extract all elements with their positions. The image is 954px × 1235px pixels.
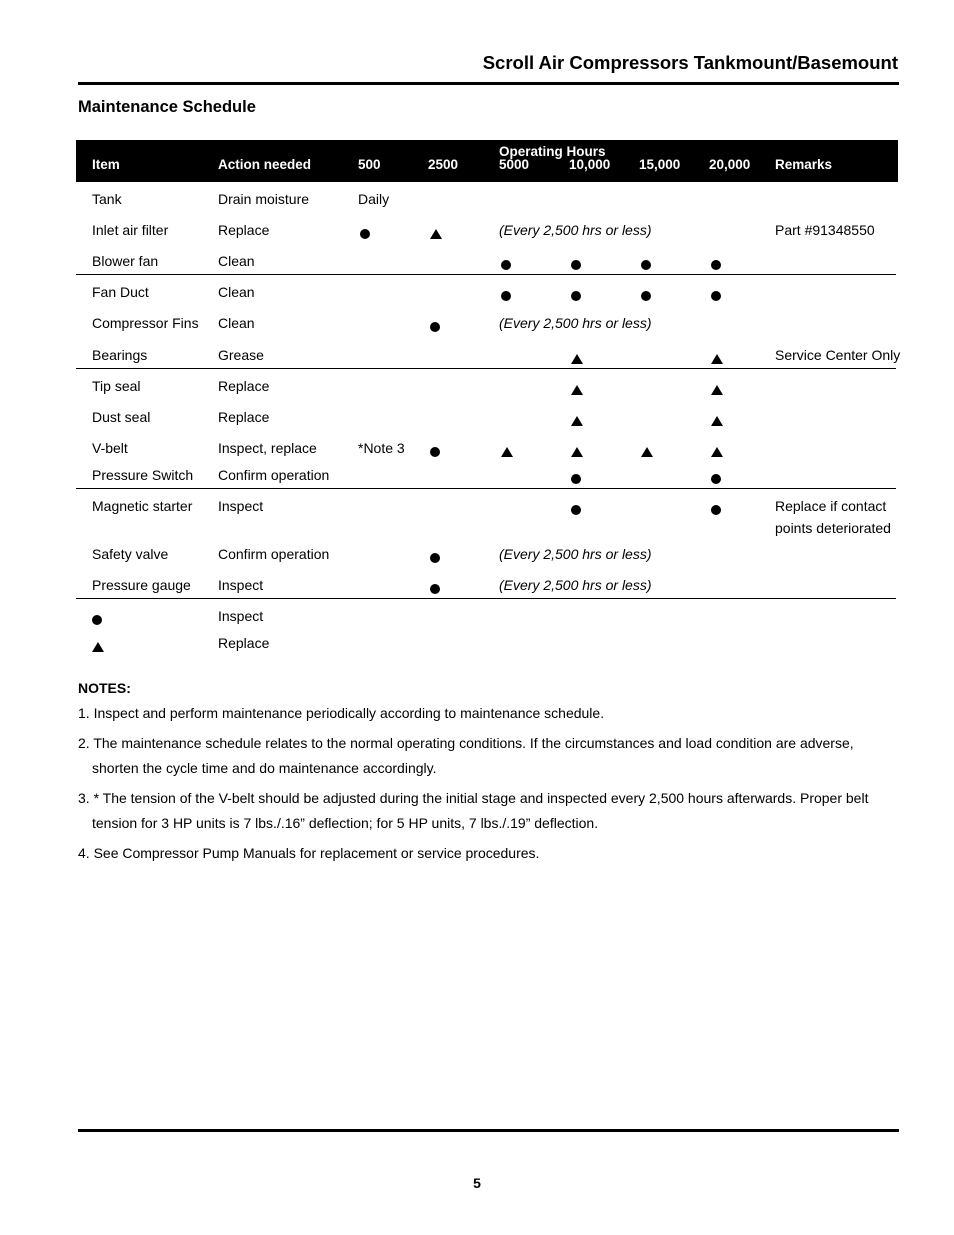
inspect-dot-icon bbox=[571, 260, 581, 270]
header-rule bbox=[78, 82, 899, 85]
table-row bbox=[76, 409, 898, 433]
symbol-cell bbox=[571, 382, 583, 398]
replace-triangle-icon bbox=[430, 229, 442, 239]
row-group-divider bbox=[76, 598, 896, 599]
inspect-dot-icon bbox=[430, 584, 440, 594]
item-cell: Dust seal bbox=[92, 409, 151, 425]
table-row bbox=[76, 222, 898, 246]
header-500: 500 bbox=[358, 157, 381, 172]
h500-cell: Daily bbox=[358, 191, 390, 207]
legend-symbol bbox=[92, 639, 104, 655]
legend-label: Replace bbox=[218, 635, 270, 651]
table-row bbox=[76, 315, 898, 339]
row-group-divider bbox=[76, 488, 896, 489]
inspect-dot-icon bbox=[430, 447, 440, 457]
symbol-cell bbox=[571, 257, 581, 273]
symbol-cell bbox=[571, 471, 581, 487]
replace-triangle-icon bbox=[711, 354, 723, 364]
note-2: 2. The maintenance schedule relates to the normal operating conditions. If the circumstances and load condition are adverse, shorten the cycle time and do maintenance accordingly. bbox=[78, 735, 854, 776]
legend-symbol bbox=[92, 612, 102, 628]
h500-cell: *Note 3 bbox=[358, 440, 405, 456]
item-cell: Inlet air filter bbox=[92, 222, 169, 238]
inspect-dot-icon bbox=[571, 505, 581, 515]
footer-rule bbox=[78, 1129, 899, 1132]
action-cell: Inspect, replace bbox=[218, 440, 317, 456]
symbol-cell bbox=[711, 444, 723, 460]
symbol-cell bbox=[571, 444, 583, 460]
notes-title: NOTES: bbox=[78, 680, 131, 696]
table-row bbox=[76, 284, 898, 308]
symbol-cell bbox=[711, 471, 721, 487]
header-15000: 15,000 bbox=[639, 157, 681, 172]
action-cell: Confirm operation bbox=[218, 467, 330, 483]
action-cell: Clean bbox=[218, 284, 255, 300]
symbol-cell bbox=[501, 444, 513, 460]
legend-label: Inspect bbox=[218, 608, 264, 624]
action-cell: Inspect bbox=[218, 577, 264, 593]
symbol-cell bbox=[430, 550, 440, 566]
symbol-cell bbox=[641, 288, 651, 304]
table-row bbox=[76, 378, 898, 402]
symbol-cell bbox=[711, 413, 723, 429]
legend-row bbox=[76, 635, 898, 659]
symbol-cell bbox=[501, 257, 511, 273]
item-cell: Pressure Switch bbox=[92, 467, 194, 483]
action-cell: Grease bbox=[218, 347, 264, 363]
note-1: 1. Inspect and perform maintenance periodically according to maintenance schedule. bbox=[78, 705, 605, 721]
replace-triangle-icon bbox=[571, 447, 583, 457]
table-row bbox=[76, 191, 898, 215]
item-cell: V-belt bbox=[92, 440, 128, 456]
inspect-dot-icon bbox=[430, 322, 440, 332]
remarks-cell-line2: points deteriorated bbox=[775, 520, 891, 536]
replace-triangle-icon bbox=[501, 447, 513, 457]
replace-triangle-icon bbox=[641, 447, 653, 457]
item-cell: Pressure gauge bbox=[92, 577, 191, 593]
symbol-cell bbox=[430, 581, 440, 597]
header-10000: 10,000 bbox=[569, 157, 611, 172]
symbol-cell bbox=[430, 444, 440, 460]
inspect-dot-icon bbox=[501, 291, 511, 301]
symbol-cell bbox=[430, 319, 440, 335]
action-cell: Replace bbox=[218, 409, 270, 425]
replace-triangle-icon bbox=[711, 447, 723, 457]
operating-hours-label: Operating Hours bbox=[499, 144, 606, 159]
remarks-cell: Replace if contact bbox=[775, 498, 887, 514]
action-cell: Clean bbox=[218, 315, 255, 331]
item-cell: Bearings bbox=[92, 347, 148, 363]
replace-triangle-icon bbox=[571, 385, 583, 395]
replace-triangle-icon bbox=[711, 416, 723, 426]
item-cell: Tank bbox=[92, 191, 122, 207]
symbol-cell bbox=[571, 413, 583, 429]
inspect-dot-icon bbox=[711, 474, 721, 484]
item-cell: Fan Duct bbox=[92, 284, 149, 300]
symbol-cell bbox=[501, 288, 511, 304]
symbol-cell bbox=[430, 226, 442, 242]
table-header bbox=[76, 140, 898, 182]
replace-triangle-icon bbox=[571, 416, 583, 426]
note-4: 4. See Compressor Pump Manuals for replacement or service procedures. bbox=[78, 845, 540, 861]
symbol-cell bbox=[711, 351, 723, 367]
row-group-divider bbox=[76, 274, 896, 275]
inspect-dot-icon bbox=[711, 291, 721, 301]
header-20000: 20,000 bbox=[709, 157, 751, 172]
inspect-dot-icon bbox=[711, 260, 721, 270]
inspect-dot-icon bbox=[711, 505, 721, 515]
row-group-divider bbox=[76, 368, 896, 369]
h5000-cell: (Every 2,500 hrs or less) bbox=[499, 577, 652, 593]
action-cell: Replace bbox=[218, 222, 270, 238]
item-cell: Compressor Fins bbox=[92, 315, 199, 331]
notes-section bbox=[78, 676, 898, 871]
symbol-cell bbox=[571, 288, 581, 304]
inspect-dot-icon bbox=[92, 615, 102, 625]
h5000-cell: (Every 2,500 hrs or less) bbox=[499, 546, 652, 562]
table-row bbox=[76, 498, 898, 536]
item-cell: Magnetic starter bbox=[92, 498, 193, 514]
item-cell: Blower fan bbox=[92, 253, 159, 269]
symbol-cell bbox=[711, 288, 721, 304]
table-row bbox=[76, 546, 898, 570]
remarks-cell: Service Center Only bbox=[775, 347, 901, 363]
table-row bbox=[76, 440, 898, 464]
remarks-cell: Part #91348550 bbox=[775, 222, 875, 238]
symbol-cell bbox=[360, 226, 370, 242]
symbol-cell bbox=[571, 351, 583, 367]
h5000-cell: (Every 2,500 hrs or less) bbox=[499, 222, 652, 238]
symbol-cell bbox=[711, 257, 721, 273]
symbol-cell bbox=[641, 444, 653, 460]
inspect-dot-icon bbox=[501, 260, 511, 270]
header-remarks: Remarks bbox=[775, 157, 833, 172]
header-5000: 5000 bbox=[499, 157, 530, 172]
document-header-title: Scroll Air Compressors Tankmount/Basemount bbox=[482, 52, 898, 73]
action-cell: Inspect bbox=[218, 498, 264, 514]
header-action: Action needed bbox=[218, 157, 312, 172]
replace-triangle-icon bbox=[711, 385, 723, 395]
legend-row bbox=[76, 608, 898, 632]
header-2500: 2500 bbox=[428, 157, 459, 172]
replace-triangle-icon bbox=[92, 642, 104, 652]
action-cell: Drain moisture bbox=[218, 191, 310, 207]
page-number: 5 bbox=[473, 1175, 481, 1191]
symbol-cell bbox=[711, 382, 723, 398]
item-cell: Tip seal bbox=[92, 378, 141, 394]
symbol-cell bbox=[571, 502, 581, 518]
item-cell: Safety valve bbox=[92, 546, 169, 562]
inspect-dot-icon bbox=[430, 553, 440, 563]
inspect-dot-icon bbox=[571, 291, 581, 301]
action-cell: Confirm operation bbox=[218, 546, 330, 562]
symbol-cell bbox=[711, 502, 721, 518]
replace-triangle-icon bbox=[571, 354, 583, 364]
action-cell: Clean bbox=[218, 253, 255, 269]
h5000-cell: (Every 2,500 hrs or less) bbox=[499, 315, 652, 331]
note-3: 3. * The tension of the V-belt should be adjusted during the initial stage and inspected every 2,500 hours afterwards. Proper belt tension for 3 HP units is 7 lbs./.16” deflection; for 5 HP units, 7 lbs./.19” deflection. bbox=[78, 790, 869, 831]
section-title: Maintenance Schedule bbox=[78, 98, 256, 116]
inspect-dot-icon bbox=[641, 291, 651, 301]
symbol-cell bbox=[641, 257, 651, 273]
inspect-dot-icon bbox=[641, 260, 651, 270]
inspect-dot-icon bbox=[360, 229, 370, 239]
header-item: Item bbox=[92, 157, 120, 172]
inspect-dot-icon bbox=[571, 474, 581, 484]
action-cell: Replace bbox=[218, 378, 270, 394]
